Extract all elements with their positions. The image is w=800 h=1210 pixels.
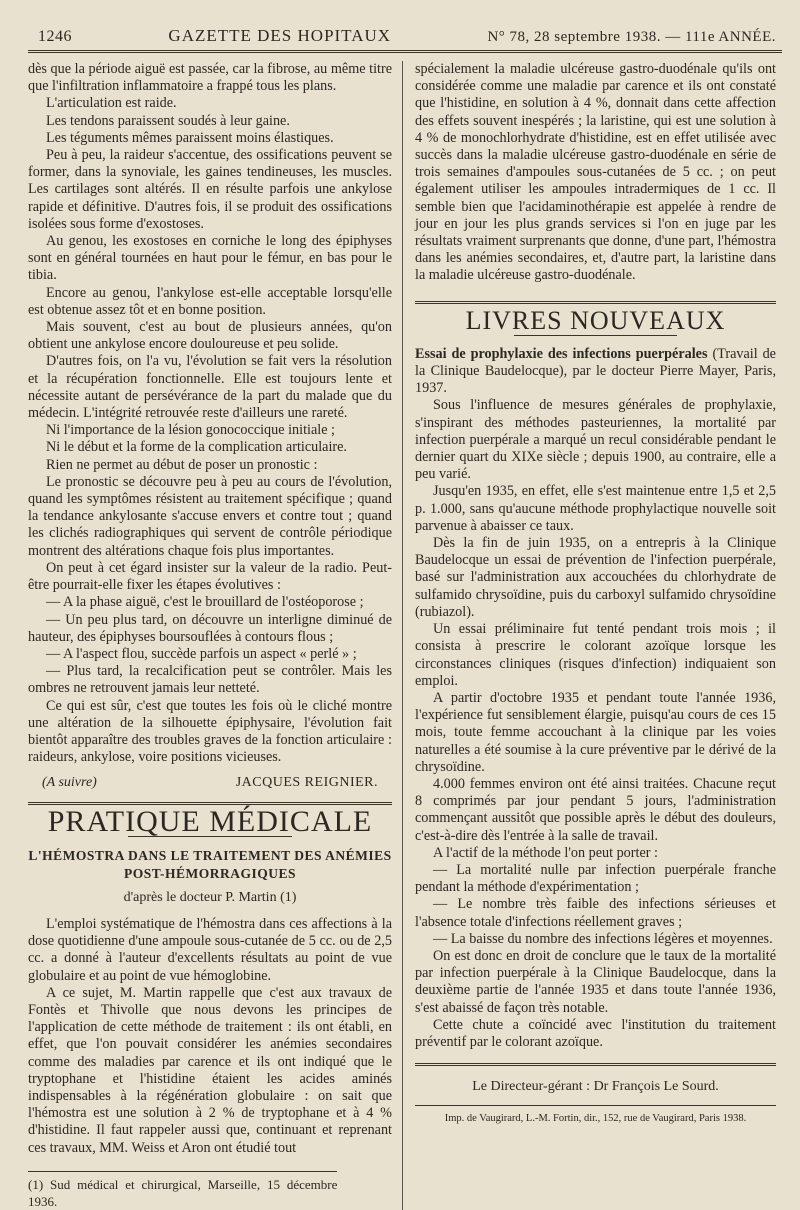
paragraph: — A la phase aiguë, c'est le brouillard de l'ostéoporose ;	[46, 594, 364, 611]
right-article-continuation	[415, 61, 776, 285]
paragraph: A l'actif de la méthode l'on peut porter :	[433, 844, 658, 861]
paragraph: Jusqu'en 1935, en effet, elle s'est maintenue entre 1,5 et 2,5 p. 1.000, sans qu'aucune méthode prophylactique nouvelle soit parvenue à abaisser ce taux.	[415, 483, 776, 534]
paragraph: Un essai préliminaire fut tenté pendant trois mois ; il consista à prescrire le colorant azoïque lorsque les circonstances cliniques (risques d'infection) indiquaient son emploi.	[415, 621, 776, 689]
printer-line: Imp. de Vaugirard, L.-M. Fortin, dir., 152, rue de Vaugirard, Paris 1938.	[415, 1105, 776, 1127]
paragraph: Peu à peu, la raideur s'accentue, des ossifications peuvent se former, dans la synoviale, les gaines tendineuses, les muscles. Les cartilages sont altérés. Il en résulte parfois une ankylose rapide et définitive. D'autres fois, il se produit des ossifications isolées sous forme d'exostoses.	[28, 147, 392, 232]
paragraph: — La mortalité nulle par infection puerpérale franche pendant la méthode d'expérimentation ;	[415, 861, 776, 896]
paragraph: Dès la fin de juin 1935, on a entrepris à la Clinique Baudelocque un essai de prévention de l'infection puerpérale, basé sur l'administration aux accouchées du chlorhydrate de sulfamido chrysoïdine, puis du carboxyl sulfamido chrysoïdine (rubiazol).	[415, 535, 776, 620]
paragraph: Sous l'influence de mesures générales de prophylaxie, s'inspirant des méthodes pasteuriennes, la mortalité par infection puerpérale a marqué un recul considérable pendant le dernier quart du XIXe siècle ; depuis 1900, au contraire, elle a peu varié.	[415, 397, 776, 483]
paragraph: A ce sujet, M. Martin rappelle que c'est aux travaux de Fontès et Thivolle que nous devons les principes de l'application de cette méthode de traitement : ils ont établi, en effet, que l'on pouvait considérer les anémies secondaires comme des maladies par carence et ils ont indiqué que le tryptophane et l'histidine étaient les acides aminés indispensables à la régénération globulaire : on sait que l'hémostra est une solution à 2 % de tryptophane et à 4 % d'histidine. Il faut rappeler aussi que, continuant et reprenant ces travaux, MM. Weiss et Aron ont étudié tout	[28, 984, 392, 1156]
journal-title: GAZETTE DES HOPITAUX	[168, 26, 392, 45]
title-rule-right	[514, 335, 676, 336]
paragraph: Cette chute a coïncidé avec l'institution du traitement préventif par le colorant azoïque.	[415, 1016, 776, 1050]
paragraph: dès que la période aiguë est passée, car la fibrose, au même titre que l'infiltration inflammatoire a frappé tous les plans.	[28, 61, 392, 95]
paragraph: Les tendons paraissent soudés à leur gaine.	[46, 112, 290, 129]
paragraph: Les téguments mêmes paraissent moins élastiques.	[46, 129, 334, 146]
director-line: Le Directeur-gérant : Dr François Le Sourd.	[472, 1079, 719, 1095]
paragraph: — A l'aspect flou, succède parfois un aspect « perlé » ;	[46, 645, 357, 662]
section-title-livres: LIVRES NOUVEAUX	[465, 305, 726, 335]
paragraph: 4.000 femmes environ ont été ainsi traitées. Chacune reçut 8 comprimés par jour pendant 5 jours, l'administration commençant aussitôt que possible après le début des douleurs, c'est-à-dire dès l'entrée à la salle de travail.	[415, 775, 776, 844]
section-title-pratique: PRATIQUE MÉDICALE	[47, 804, 373, 838]
book-title: Essai de prophylaxie des infections puerpérales	[415, 345, 708, 362]
paragraph: L'emploi systématique de l'hémostra dans ces affections à la dose quotidienne d'une ampoule sous-cutanée de 5 cc. ou de 2,5 cc. a donné à l'auteur d'excellents résultats au point de vue globulaire et au point de vue hémoglobine.	[28, 915, 392, 984]
book-source: (Travail de la Clinique Baudelocque), par le docteur Pierre Mayer, Paris, 1937.	[415, 345, 776, 397]
paragraph: Rien ne permet au début de poser un pronostic :	[46, 456, 318, 473]
a-suivre: (A suivre)	[42, 775, 97, 791]
paragraph: Mais souvent, c'est au bout de plusieurs années, qu'on obtient une ankylose encore douloureuse et peu solide.	[28, 319, 392, 353]
paragraph: — Le nombre très faible des infections sérieuses et l'absence totale d'infections réellement graves ;	[415, 896, 776, 930]
left-article-continuation	[28, 61, 392, 766]
right-column	[402, 61, 776, 1210]
left-article-body	[28, 916, 392, 1157]
issue-info: N° 78, 28 septembre 1938. — 111e ANNÉE.	[487, 29, 776, 45]
columns	[28, 61, 782, 1210]
paragraph: On peut à cet égard insister sur la valeur de la radio. Peut-être pourrait-elle fixer les étapes évolutives :	[28, 559, 392, 594]
paragraph: On est donc en droit de conclure que le taux de la mortalité par infection puerpérale à la Clinique Baudelocque, dans la deuxième partie de l'année 1935 et dans toute l'année 1936, s'est abaissé de façon très notable.	[415, 947, 776, 1016]
paragraph: spécialement la maladie ulcéreuse gastro-duodénale qu'ils ont considérée comme une maladie par carence et ils ont constaté que l'histidine, en solution à 4 %, donnait dans cette affection des effets souvent inespérés ; la laristine, qui est une solution à 4 % de monochlorhydrate d'histidine, est en effet utilisée avec succès dans la maladie ulcéreuse gastro-duodénale en série de trois semaines d'ampoules sous-cutanées de 5 cc. ; on peut également utiliser les ampoules intradermiques de 1 cc. Il semble bien que l'acidaminothérapie est appelée à rendre de jour en jour les plus grands services si l'on en juge par les résultats vraiment surprenants que donne, d'une part, l'hémostra dans les anémies secondaires, et, d'autre part, la laristine dans la maladie ulcéreuse gastro-duodénale.	[415, 61, 776, 284]
paragraph: Ce qui est sûr, c'est que toutes les fois où le cliché montre une altération de la silhouette épiphysaire, l'évolution fait bientôt apparaître des troubles graves de la fonction articulaire : raideurs, ankylose, voire positions vicieuses.	[28, 697, 392, 766]
section-divider-right	[415, 301, 776, 304]
paragraph: Ni le début et la forme de la complication articulaire.	[46, 439, 347, 456]
article-byline: d'après le docteur P. Martin (1)	[123, 889, 297, 905]
paragraph: Encore au genou, l'ankylose est-elle acceptable lorsqu'elle est obtenue assez tôt et en bonne position.	[28, 284, 392, 318]
paragraph: Le pronostic se découvre peu à peu au cours de l'évolution, quand les symptômes résistent au traitement spécifique ; quand la tendance ankylosante s'accuse envers et contre tout ; quand les clichés radiographiques qui servent de contrôle périodique montrent des altérations chaque fois plus importantes.	[28, 473, 392, 559]
article-signature	[28, 774, 392, 791]
book-review-body	[415, 397, 776, 1051]
paragraph: — Plus tard, la recalcification peut se contrôler. Mais les ombres ne retrouvent jamais leur netteté.	[28, 663, 392, 697]
footer-divider	[415, 1063, 776, 1066]
author-name: JACQUES REIGNIER.	[235, 775, 378, 791]
paragraph: — La baisse du nombre des infections légères et moyennes.	[433, 930, 773, 947]
paragraph: D'autres fois, on l'a vu, l'évolution se fait vers la résolution et la récupération fonctionnelle. Elle est toujours lente et nécessite autant de persévérance de la part du malade que du médecin. L'intégrité retrouvée reste d'ailleurs une rareté.	[28, 353, 392, 422]
book-review-heading	[415, 346, 776, 398]
paragraph: Ni l'importance de la lésion gonococcique initiale ;	[46, 422, 335, 439]
paragraph: — Un peu plus tard, on découvre un interligne diminué de hauteur, des épiphyses boursouflées à contours flous ;	[28, 611, 392, 645]
paragraph: L'articulation est raide.	[46, 95, 177, 112]
left-column	[28, 61, 402, 1210]
article-title: L'HÉMOSTRA DANS LE TRAITEMENT DES ANÉMIES POST-HÉMORRAGIQUES	[28, 847, 392, 881]
paragraph: Au genou, les exostoses en corniche le long des épiphyses sont en général tournées en haut pour le fémur, en bas pour le tibia.	[28, 233, 392, 284]
paragraph: A partir d'octobre 1935 et pendant toute l'année 1936, l'expérience fut sensiblement élargie, puisqu'au cours de ces 15 mois, toute femme accouchant à la clinique par les voies naturelles a été soumise à la cure préventive par le dérivé de la chrysoïdine.	[415, 689, 776, 775]
page-header	[28, 26, 782, 53]
footnote: (1) Sud médical et chirurgical, Marseille, 15 décembre 1936.	[28, 1171, 337, 1210]
page-number: 1246	[38, 28, 72, 45]
